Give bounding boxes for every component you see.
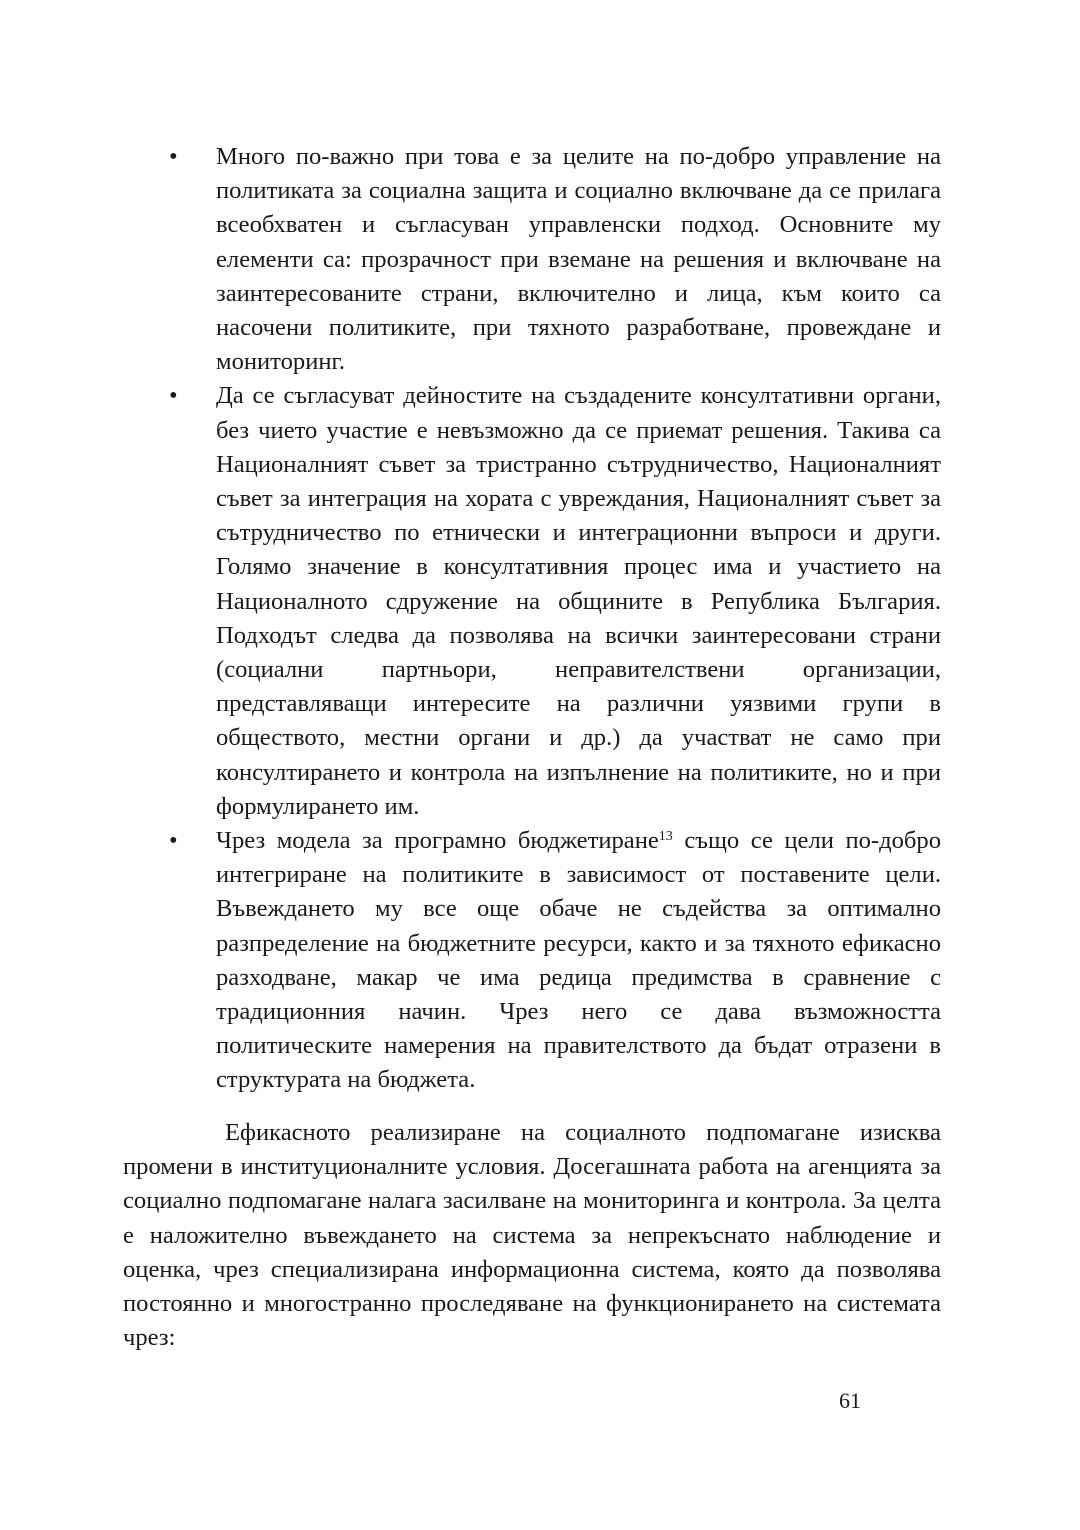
bullet-item-1 [123, 140, 941, 379]
bullet-icon: • [169, 827, 178, 855]
bullet-item-2 [123, 379, 941, 824]
bullet-text-3-before: Чрез модела за програмно бюджетиране [216, 827, 659, 855]
page-number: 61 [839, 1388, 861, 1413]
bullet-icon: • [169, 143, 178, 170]
bullet-text-2: Да се съгласуват дейностите на създадените консултативни органи, без чието участие е невъзможно да се приемат решения. Такива са Националният съвет за тристранно сътрудничество, Националният съвет за интеграция на хората с увреждания, Националният съвет за сътрудничество по етнически и интеграционни въпроси и други. Голямо значение в консултативния процес има и участието на Националното сдружение на общините в Република България. Подходът следва да позволява на всички заинтересовани страни (социални партньори, неправителствени организации, представляващи интересите на различни уязвими групи в обществото, местни органи и др.) да участват не само при консултирането и контрола на изпълнение на политиките, но и при формулирането им. [216, 382, 941, 820]
bullet-text-1: Много по-важно при това е за целите на по-добро управление на политиката за социална защита и социално включване да се прилага всеобхватен и съгласуван управленски подход. Основните му елементи са: прозрачност при вземане на решения и включване на заинтересованите страни, включително и лица, към които са насочени политиките, при тяхното разработване, провеждане и мониторинг. [216, 143, 941, 376]
bullet-icon: • [169, 382, 178, 410]
bullet-list [123, 140, 941, 1098]
bullet-item-3 [123, 824, 941, 1098]
footnote-marker[interactable]: 13 [658, 829, 673, 845]
body-paragraph: Ефикасното реализиране на социалното подпомагане изисква промени в институционалните условия. Досегашната работа на агенцията за социално подпомагане налага засилване на мониторинга и контрола. За целта е наложително въвеждането на система за непрекъснато наблюдение и оценка, чрез специализирана информационна система, която да позволява постоянно и многостранно проследяване на функционирането на системата чрез: [123, 1119, 941, 1352]
bullet-text-3-after: също се цели по-добро интегриране на политиките в зависимост от поставените цели. Въвеждането му все още обаче не съдейства за оптимално разпределение на бюджетните ресурси, както и за тяхното ефикасно разходване, макар че има редица предимства в сравнение с традиционния начин. Чрез него се дава възможността политическите намерения на правителството да бъдат отразени в структурата на бюджета. [216, 827, 942, 1094]
